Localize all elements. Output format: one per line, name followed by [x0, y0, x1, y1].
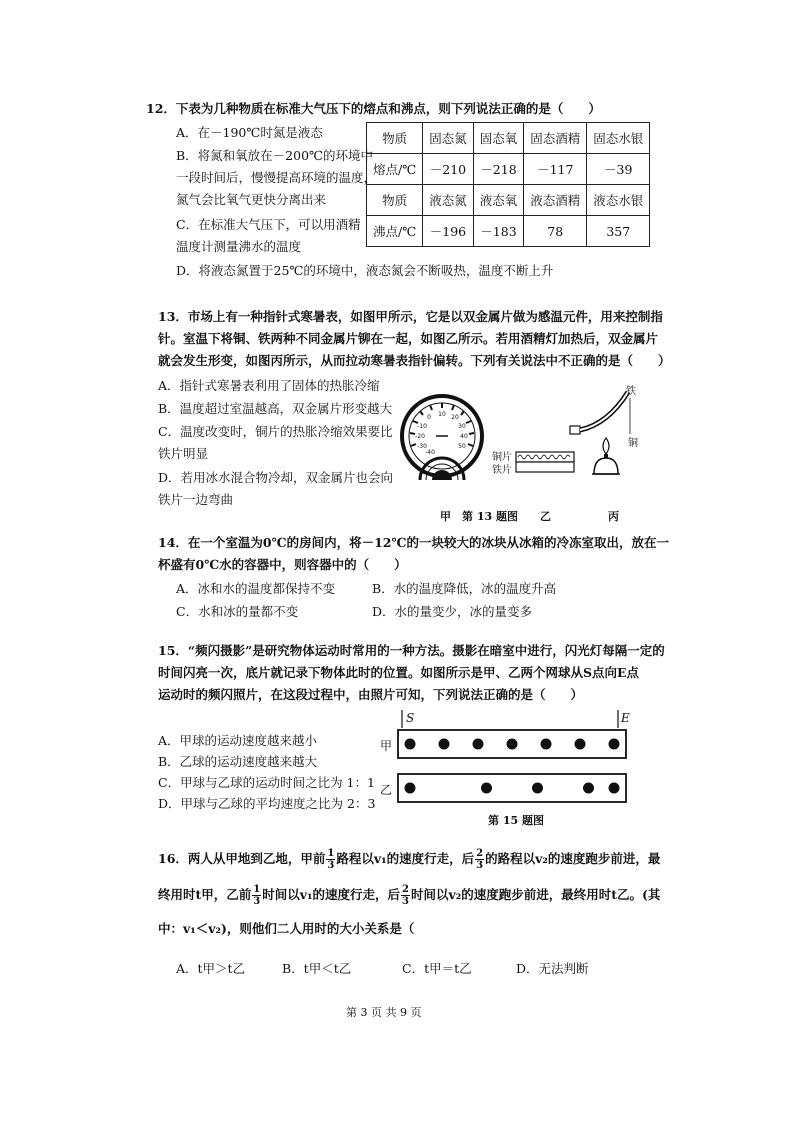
q12-option-c-line2: 温度计测量沸水的温度	[176, 239, 302, 254]
q16-text: 终用时t甲，乙前	[158, 887, 252, 902]
table-cell: 357	[587, 216, 650, 247]
table-row	[367, 123, 650, 154]
flame-icon	[603, 438, 609, 454]
fig15-caption: 第 15 题图	[488, 814, 544, 827]
q15-stem	[158, 640, 665, 706]
fig13-label-bing: 丙	[608, 510, 619, 523]
q15-option-a: A．甲球的运动速度越来越小	[158, 733, 318, 748]
q13-option-d-line1: D．若用冰水混合物冷却，双金属片也会向	[158, 470, 394, 485]
copper-strip-label: 铜片	[492, 452, 512, 463]
table-cell: －218	[473, 154, 524, 185]
table-cell: 液态酒精	[524, 185, 587, 216]
ball-yi-dot	[609, 783, 620, 794]
table-cell: －183	[473, 216, 524, 247]
q14-line2: 杯盛有0℃水的容器中，则容器中的（ ）	[158, 557, 407, 572]
fraction-numerator: 2	[476, 848, 484, 859]
fraction-denominator: 3	[476, 860, 484, 871]
q16-line2	[158, 884, 660, 907]
q15-option-c: C．甲球与乙球的运动时间之比为 1：1	[158, 775, 375, 790]
q16-option-b: B．t甲＜t乙	[282, 961, 352, 976]
dial-number: -20	[415, 433, 425, 440]
q13-option-d	[158, 467, 393, 511]
fraction	[326, 848, 335, 871]
dial-number: 30	[458, 423, 466, 430]
q15-option-d: D．甲球与乙球的平均速度之比为 2：3	[158, 796, 376, 811]
q13-option-d-line2: 铁片一边弯曲	[158, 492, 234, 507]
fig13-label-yi: 乙	[540, 510, 551, 523]
table-cell: 沸点/℃	[367, 216, 423, 247]
q16-option-d: D．无法判断	[516, 961, 589, 976]
ball-jia-dot	[439, 739, 450, 750]
fraction	[252, 884, 261, 907]
table-cell: －117	[524, 154, 587, 185]
q16-text: 16．两人从甲地到乙地，甲前	[158, 851, 326, 866]
iron-strip-label: 铁片	[492, 465, 512, 476]
q14-option-d: D．水的量变少，冰的量变多	[372, 604, 533, 619]
table-cell: －196	[423, 216, 474, 247]
table-cell: 物质	[367, 185, 423, 216]
ball-yi-dot	[481, 783, 492, 794]
q12-option-a: A．在－190℃时氮是液态	[176, 125, 323, 140]
dial-number: 50	[458, 443, 466, 450]
table-cell: 固态氮	[423, 123, 474, 154]
q14-stem	[158, 532, 669, 576]
dial-number: -10	[417, 423, 427, 430]
table-cell: 固态氧	[473, 123, 524, 154]
fig13-caption: 第 13 题图	[462, 510, 518, 523]
q12-title: 12．下表为几种物质在标准大气压下的熔点和沸点，则下列说法正确的是（ ）	[146, 101, 601, 116]
table-cell: －210	[423, 154, 474, 185]
q16-text: 时间以v₂的速度跑步前进，最终用时t乙。(其	[410, 887, 661, 902]
ball-jia-dot	[405, 739, 416, 750]
q13-line2: 针。室温下将铜、铁两种不同金属片铆在一起，如图乙所示。若用酒精灯加热后，双金属片	[158, 331, 659, 346]
ball-jia-dot	[575, 739, 586, 750]
dial-number: 20	[451, 414, 459, 421]
table-cell: －39	[587, 154, 650, 185]
q13-stem	[158, 306, 671, 372]
fraction-denominator: 3	[402, 896, 409, 907]
bent-strip-lamp-figure	[568, 384, 652, 484]
q16-option-c: C．t甲＝t乙	[402, 961, 472, 976]
fraction-numerator: 1	[327, 848, 335, 859]
table-row	[367, 185, 650, 216]
ball-yi-dot	[583, 783, 594, 794]
q16-text: 时间以v₁的速度行走，后	[262, 887, 400, 902]
dial-number: -30	[417, 443, 427, 450]
q14-option-c: C．水和冰的量都不变	[176, 604, 299, 619]
q12-option-c-line1: C．在标准大气压下，可以用酒精	[176, 217, 361, 232]
fraction-numerator: 2	[402, 884, 409, 895]
q12-option-b	[176, 145, 377, 211]
dial-number: 10	[438, 411, 446, 418]
q16-line3: 中：v₁＜v₂)，则他们二人用时的大小关系是（	[158, 921, 415, 936]
ball-yi-label: 乙	[380, 783, 393, 797]
q13-option-a: A．指针式寒暑表利用了固体的热胀冷缩	[158, 378, 380, 393]
tie-label: 铁	[626, 386, 636, 397]
dial-number: 40	[460, 433, 468, 440]
q16-text: 路程以v₁的速度行走，后	[336, 851, 475, 866]
page-number: 第 3 页 共 9 页	[346, 1006, 422, 1019]
q13-option-c	[158, 421, 393, 465]
q16-text: 的路程以v₂的速度跑步前进，最	[485, 851, 661, 866]
ball-jia-dot	[541, 739, 552, 750]
q12-table	[366, 122, 650, 247]
thermometer-dial-figure	[396, 392, 488, 480]
q12-option-c	[176, 214, 361, 258]
strobe-photo-figure	[378, 708, 636, 808]
q13-option-c-line1: C．温度改变时，铜片的热胀冷缩效果要比	[158, 424, 393, 439]
q14-option-a: A．冰和水的温度都保持不变	[176, 581, 336, 596]
table-row	[367, 216, 650, 247]
fraction-denominator: 3	[327, 860, 335, 871]
dial-number: 0	[427, 414, 431, 421]
q16-line1	[158, 848, 660, 871]
q15-option-b: B．乙球的运动速度越来越大	[158, 754, 318, 769]
point-e-label: E	[621, 711, 630, 725]
q13-line3: 就会发生形变，如图丙所示，从而拉动寒暑表指针偏转。下列有关说法中不正确的是（ ）	[158, 353, 671, 368]
ball-jia-dot	[609, 739, 620, 750]
ball-yi-dot	[405, 783, 416, 794]
fig13-label-jia: 甲	[440, 510, 451, 523]
q14-line1: 14．在一个室温为0℃的房间内，将－12℃的一块较大的冰块从冰箱的冷冻室取出，放在一	[158, 535, 669, 550]
fraction	[401, 884, 410, 907]
ball-jia-label: 甲	[380, 739, 393, 753]
table-cell: 固态水银	[587, 123, 650, 154]
fraction	[475, 848, 484, 871]
q12-option-b-line3: 氮气会比氧气更快分离出来	[176, 192, 327, 207]
q13-option-b: B．温度超过室温越高，双金属片形变越大	[158, 401, 393, 416]
dial-number: -40	[425, 449, 435, 456]
alcohol-lamp-icon	[594, 458, 618, 474]
table-cell: 液态氮	[423, 185, 474, 216]
table-cell: 熔点/℃	[367, 154, 423, 185]
fraction-denominator: 3	[253, 896, 261, 907]
table-cell: 物质	[367, 123, 423, 154]
ball-jia-dot	[473, 739, 484, 750]
q15-line2: 时间闪亮一次，底片就记录下物体此时的位置。如图所示是甲、乙两个网球从S点向E点	[158, 665, 640, 680]
q12-option-d: D．将液态氮置于25℃的环境中，液态氮会不断吸热，温度不断上升	[176, 263, 554, 278]
table-cell: 固态酒精	[524, 123, 587, 154]
q13-option-c-line2: 铁片明显	[158, 446, 209, 461]
q15-line1: 15．“频闪摄影”是研究物体运动时常用的一种方法。摄影在暗室中进行，闪光灯每隔一定的	[158, 643, 665, 658]
q13-line1: 13．市场上有一种指针式寒暑表，如图甲所示，它是以双金属片做为感温元件，用来控制指	[158, 309, 663, 324]
table-cell: 液态氧	[473, 185, 524, 216]
table-row	[367, 154, 650, 185]
table-cell: 78	[524, 216, 587, 247]
tong-label: 铜	[628, 438, 638, 449]
fraction-numerator: 1	[253, 884, 261, 895]
q12-option-b-line1: B．将氮和氧放在－200℃的环境中	[176, 148, 374, 163]
ball-jia-dot	[507, 739, 518, 750]
ball-yi-dot	[532, 783, 543, 794]
q12-option-b-line2: 一段时间后，慢慢提高环境的温度，	[176, 170, 377, 185]
point-s-label: S	[406, 711, 415, 725]
q14-option-b: B．水的温度降低，冰的温度升高	[372, 581, 557, 596]
q16-option-a: A．t甲＞t乙	[176, 961, 246, 976]
table-cell: 液态水银	[587, 185, 650, 216]
q15-line3: 运动时的频闪照片，在这段过程中，由照片可知，下列说法正确的是（ ）	[158, 687, 584, 702]
